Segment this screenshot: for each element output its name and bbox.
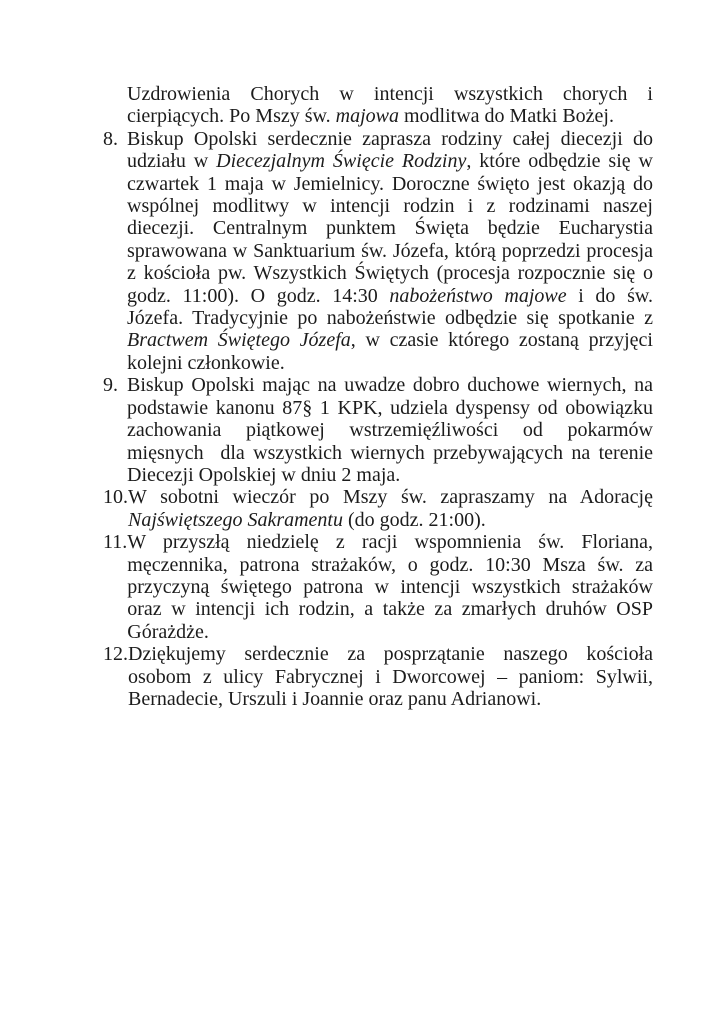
text-segment: modlitwa do Matki Bożej. bbox=[399, 105, 614, 128]
list-item-number: 9. bbox=[103, 374, 118, 397]
list-item-8 bbox=[103, 128, 653, 374]
list-item-number: 12. bbox=[103, 643, 128, 666]
list-item-text bbox=[128, 643, 653, 710]
announcement-items bbox=[103, 128, 653, 711]
italic-text-segment: majowa bbox=[335, 105, 399, 128]
list-item-9 bbox=[103, 374, 653, 486]
text-segment: (do godz. 21:00). bbox=[343, 508, 486, 531]
list-item-11 bbox=[103, 531, 653, 643]
italic-text-segment: Bractwem Świętego Józefa bbox=[127, 329, 351, 352]
list-item-text bbox=[127, 128, 653, 374]
text-segment: Uzdrowienia Chorych w intencji wszystkich chorych i cierpiących. Po Mszy św. bbox=[127, 83, 653, 128]
text-segment: , które odbędzie się w czwartek 1 maja w Jemielnicy. Doroczne święto jest okazją do wspólnej modlitwy w intencji rodzin i z rodzinami naszej diecezji. Centralnym punktem Święta będzie Eucharystia sprawowana w Sanktuarium św. Józefa, którą poprzedzi procesja z kościoła pw. Wszystkich Świętych (procesja rozpocznie się o godz. 11:00). O godz. 14:30 bbox=[127, 150, 653, 307]
text-segment: Biskup Opolski serdecznie zaprasza rodziny całej diecezji do udziału w bbox=[127, 127, 653, 173]
text-segment: i do św. Józefa. Tradycyjnie po nabożeństwie odbędzie się spotkanie z bbox=[127, 284, 654, 330]
announcements-text-block bbox=[103, 83, 653, 710]
list-item-number: 11. bbox=[103, 531, 128, 554]
list-item-number: 8. bbox=[103, 127, 118, 150]
list-item-10 bbox=[103, 486, 653, 531]
text-segment: Biskup Opolski mając na uwadze dobro duchowe wiernych, na podstawie kanonu 87§ 1 KPK, udziela dyspensy od obowiązku zachowania piątkowej wstrzemięźliwości od pokarmów mięsnych dla wszystkich wiernych przebywających na terenie Diecezji Opolskiej w dniu 2 maja. bbox=[127, 374, 653, 486]
italic-text-segment: Diecezjalnym Święcie Rodziny bbox=[216, 150, 467, 173]
text-segment: W przyszłą niedzielę z racji wspomnienia św. Floriana, męczennika, patrona strażaków, o godz. 10:30 Msza św. za przyczyną świętego patrona w intencji wszystkich strażaków oraz w intencji ich rodzin, a także za zmarłych druhów OSP Górażdże. bbox=[127, 531, 653, 643]
list-item-text bbox=[128, 486, 653, 531]
italic-text-segment: Najświętszego Sakramentu bbox=[128, 508, 343, 531]
list-item-text bbox=[127, 374, 653, 486]
text-segment: , w czasie którego zostaną przyjęci kolejni członkowie. bbox=[127, 329, 653, 374]
list-item-12 bbox=[103, 643, 653, 710]
italic-text-segment: nabożeństwo majowe bbox=[389, 284, 567, 307]
list-item-number: 10. bbox=[103, 486, 128, 509]
text-segment: W sobotni wieczór po Mszy św. zapraszamy na Adorację bbox=[128, 486, 653, 509]
intro-paragraph bbox=[103, 83, 653, 128]
list-item-text bbox=[127, 531, 653, 643]
text-segment: Dziękujemy serdecznie za posprzątanie naszego kościoła osobom z ulicy Fabrycznej i Dworcowej – paniom: Sylwii, Bernadecie, Urszuli i Joannie oraz panu Adrianowi. bbox=[128, 643, 653, 710]
